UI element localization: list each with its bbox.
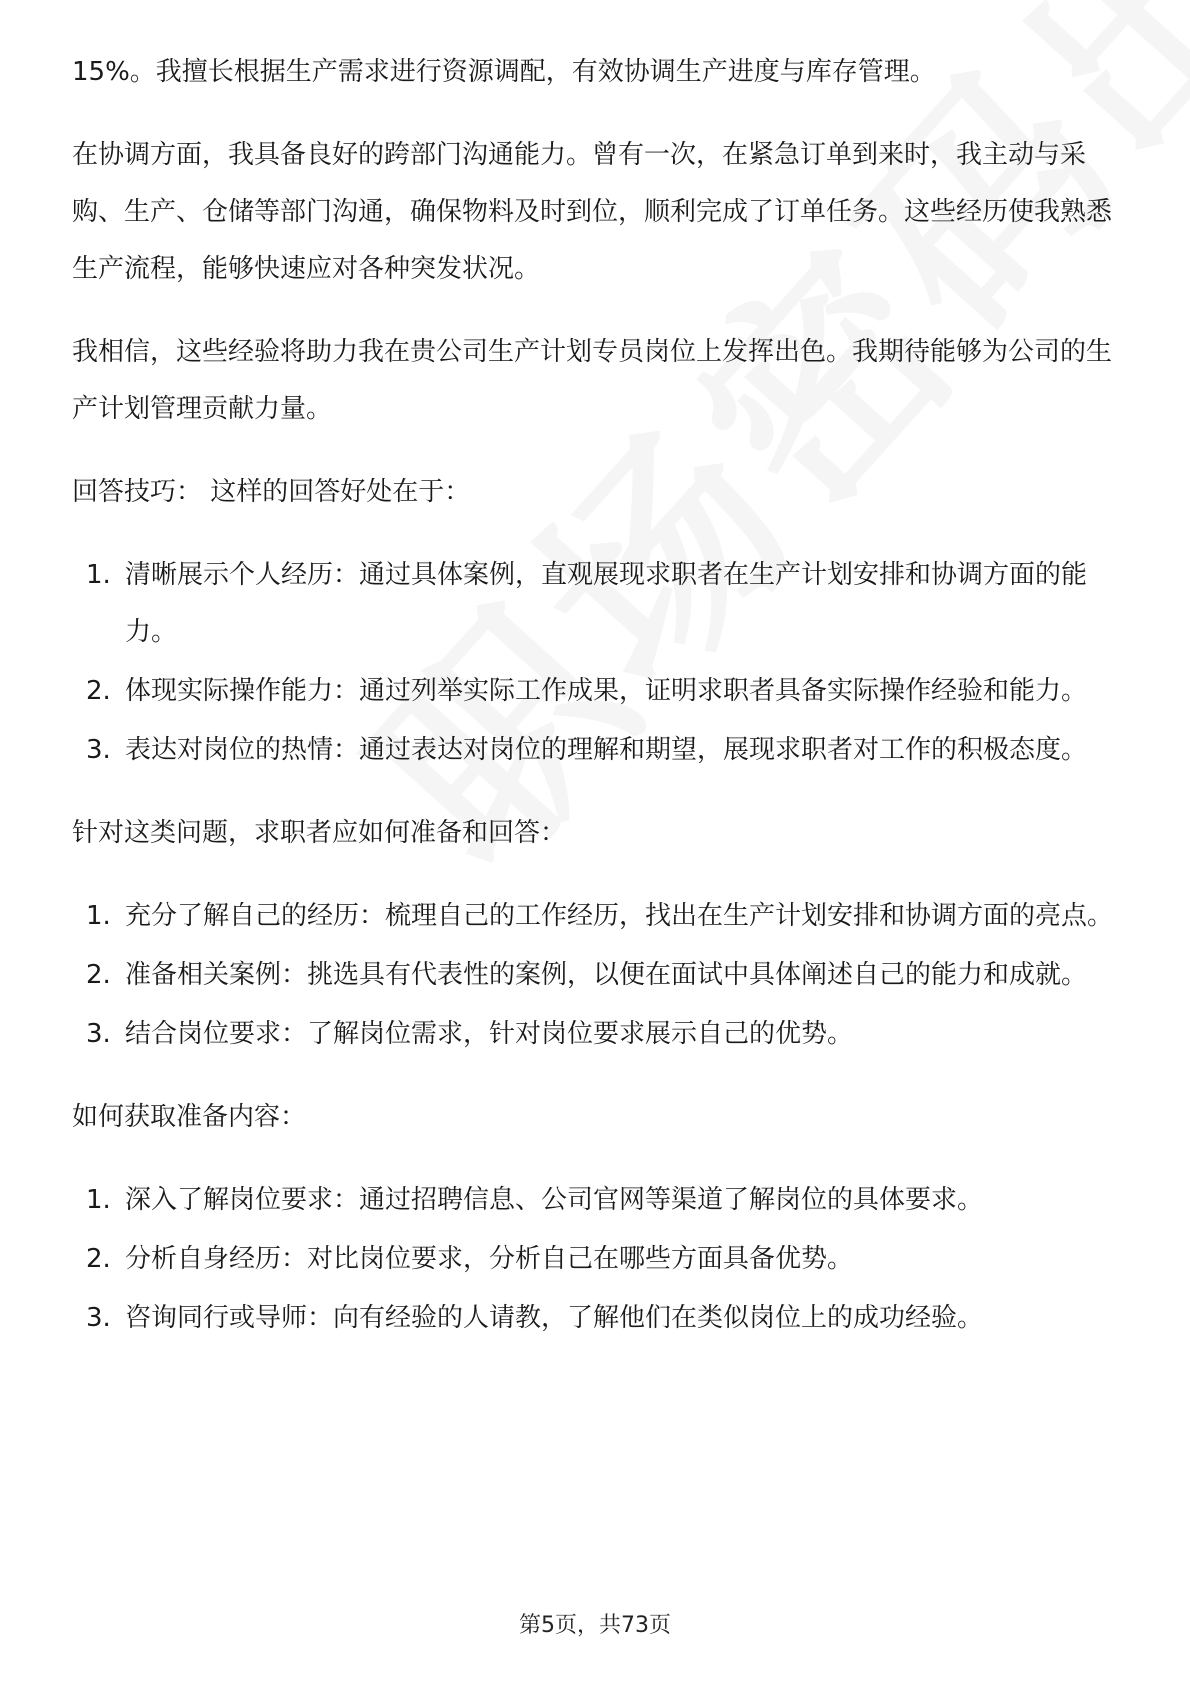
list-item — [72, 947, 1122, 1004]
obtain-label: 如何获取准备内容： — [72, 1102, 307, 1132]
list-number: 1. — [86, 901, 111, 931]
list-number: 1. — [86, 560, 111, 590]
list-text: 准备相关案例：挑选具有代表性的案例，以便在面试中具体阐述自己的能力和成就。 — [125, 960, 1088, 990]
prepare-label: 针对这类问题，求职者应如何准备和回答： — [72, 818, 567, 848]
page-content — [72, 44, 1122, 1373]
list-number: 3. — [86, 735, 111, 765]
list-number: 2. — [86, 1244, 111, 1274]
list-item — [72, 722, 1122, 779]
list-number: 3. — [86, 1019, 111, 1049]
list-item — [72, 1290, 1122, 1347]
list-text: 体现实际操作能力：通过列举实际工作成果，证明求职者具备实际操作经验和能力。 — [125, 676, 1088, 706]
list-text: 结合岗位要求：了解岗位需求，针对岗位要求展示自己的优势。 — [125, 1019, 854, 1049]
list-text: 分析自身经历：对比岗位要求，分析自己在哪些方面具备优势。 — [125, 1244, 854, 1274]
obtain-list — [72, 1172, 1122, 1347]
list-number: 1. — [86, 1185, 111, 1215]
list-item — [72, 888, 1122, 945]
tips-label: 回答技巧： 这样的回答好处在于： — [72, 477, 471, 507]
prepare-list — [72, 888, 1122, 1063]
list-item — [72, 1231, 1122, 1288]
list-text: 表达对岗位的热情：通过表达对岗位的理解和期望，展现求职者对工作的积极态度。 — [125, 735, 1088, 765]
paragraph-intro-end: 15%。我擅长根据生产需求进行资源调配，有效协调生产进度与库存管理。 — [72, 57, 936, 87]
page-footer: 第5页，共73页 — [519, 1613, 671, 1638]
list-item — [72, 1006, 1122, 1063]
list-number: 2. — [86, 676, 111, 706]
tips-list — [72, 547, 1122, 779]
list-text: 清晰展示个人经历：通过具体案例，直观展现求职者在生产计划安排和协调方面的能力。 — [125, 560, 1088, 647]
paragraph-conclusion: 我相信，这些经验将助力我在贵公司生产计划专员岗位上发挥出色。我期待能够为公司的生产计划管理贡献力量。 — [72, 337, 1113, 424]
paragraph-coordination: 在协调方面，我具备良好的跨部门沟通能力。曾有一次，在紧急订单到来时，我主动与采购、生产、仓储等部门沟通，确保物料及时到位，顺利完成了订单任务。这些经历使我熟悉生产流程，能够快速应对各种突发状况。 — [72, 140, 1113, 284]
list-number: 2. — [86, 960, 111, 990]
list-text: 充分了解自己的经历：梳理自己的工作经历，找出在生产计划安排和协调方面的亮点。 — [125, 901, 1114, 931]
list-text: 深入了解岗位要求：通过招聘信息、公司官网等渠道了解岗位的具体要求。 — [125, 1185, 984, 1215]
list-number: 3. — [86, 1303, 111, 1333]
list-item — [72, 547, 1122, 661]
list-text: 咨询同行或导师：向有经验的人请教，了解他们在类似岗位上的成功经验。 — [125, 1303, 984, 1333]
list-item — [72, 1172, 1122, 1229]
list-item — [72, 663, 1122, 720]
